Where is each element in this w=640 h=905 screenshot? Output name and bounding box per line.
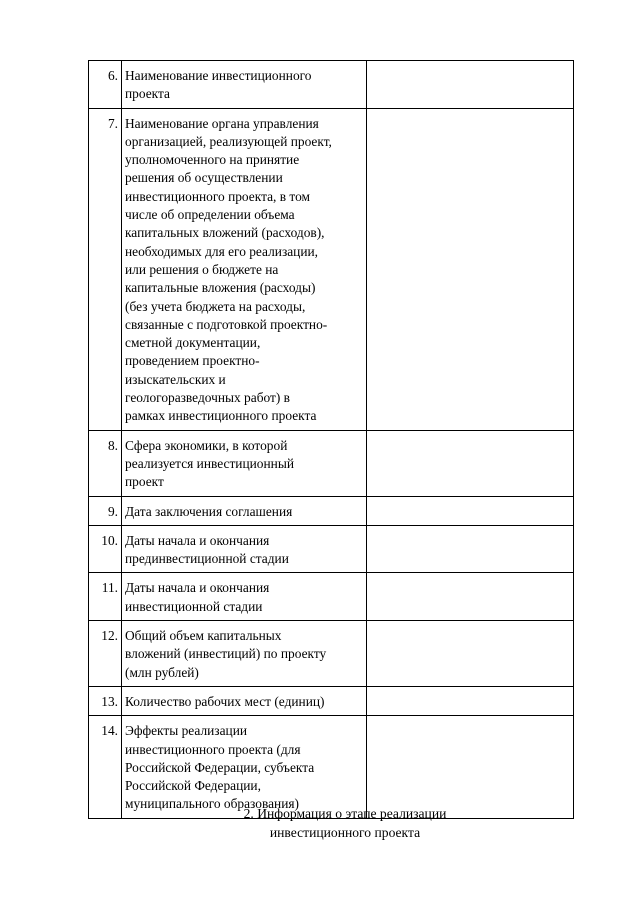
table-row (89, 430, 574, 496)
row-value-cell[interactable] (367, 430, 574, 496)
row-value-cell[interactable] (367, 108, 574, 430)
row-number: 7. (89, 108, 122, 430)
row-number: 8. (89, 430, 122, 496)
table-row (89, 496, 574, 525)
row-label: Наименование инвестиционного проекта (122, 61, 367, 109)
row-value-cell[interactable] (367, 573, 574, 621)
row-value-cell[interactable] (367, 525, 574, 573)
table-row (89, 716, 574, 818)
row-number: 10. (89, 525, 122, 573)
row-value-cell[interactable] (367, 61, 574, 109)
row-value-cell[interactable] (367, 716, 574, 818)
row-value-cell[interactable] (367, 686, 574, 715)
row-label: Сфера экономики, в которой реализуется инвестиционный проект (122, 430, 367, 496)
row-number: 14. (89, 716, 122, 818)
row-label: Наименование органа управления организацией, реализующей проект, уполномоченного на принятие решения об осуществлении инвестиционного проекта, в том числе об определении объема капитальных вложений (расходов), необходимых для его реализации, или решения о бюджете на капитальные вложения (расходы) (без учета бюджета на расходы, связанные с подготовкой проектно- сметной документации, проведением проектно- изыскательских и геологоразведочных работ) в рамках инвестиционного проекта (122, 108, 367, 430)
table-row (89, 686, 574, 715)
row-number: 11. (89, 573, 122, 621)
row-label: Дата заключения соглашения (122, 496, 367, 525)
table-row (89, 621, 574, 687)
section-heading-line1: 2. Информация о этапе реализации (243, 806, 447, 821)
row-number: 9. (89, 496, 122, 525)
row-label: Количество рабочих мест (единиц) (122, 686, 367, 715)
section-heading (200, 804, 490, 842)
table-row (89, 61, 574, 109)
table-row (89, 573, 574, 621)
row-value-cell[interactable] (367, 621, 574, 687)
row-value-cell[interactable] (367, 496, 574, 525)
row-number: 6. (89, 61, 122, 109)
section-heading-line2: инвестиционного проекта (269, 825, 421, 840)
row-number: 13. (89, 686, 122, 715)
row-label: Даты начала и окончания инвестиционной стадии (122, 573, 367, 621)
table-row (89, 108, 574, 430)
row-label: Эффекты реализации инвестиционного проекта (для Российской Федерации, субъекта Российской Федерации, муниципального образования) (122, 716, 367, 818)
project-info-table (88, 60, 574, 819)
table-row (89, 525, 574, 573)
row-label: Даты начала и окончания прединвестиционной стадии (122, 525, 367, 573)
row-label: Общий объем капитальных вложений (инвестиций) по проекту (млн рублей) (122, 621, 367, 687)
row-number: 12. (89, 621, 122, 687)
